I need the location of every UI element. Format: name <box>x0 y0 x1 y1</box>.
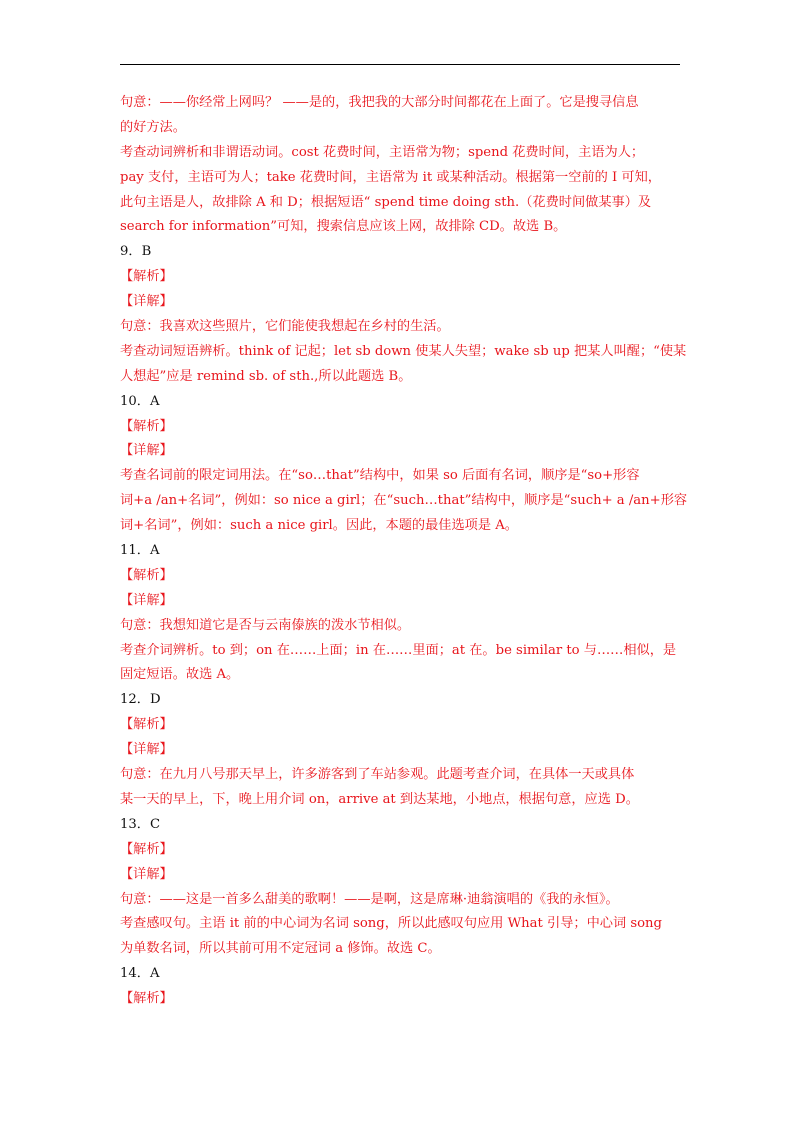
question-number: 12．D <box>120 692 161 708</box>
section-tag-analysis: 【解析】 <box>120 991 173 1007</box>
text-line: 考查动词短语辨析。think of 记起；let sb down 使某人失望；wake sb up 把某人叫醒；“使某 <box>120 343 687 359</box>
section-tag-detail: 【详解】 <box>120 742 173 758</box>
text-line: search for information”可知，搜索信息应该上网，故排除 CD。故选 B。 <box>120 219 567 235</box>
header-rule <box>120 64 680 65</box>
question-number: 14．A <box>120 966 160 982</box>
question-number: 9．B <box>120 244 152 260</box>
text-line: 词+a /an+名词”，例如：so nice a girl；在“such…that”结构中，顺序是“such+ a /an+形容 <box>120 493 688 509</box>
text-line: pay 支付，主语可为人；take 花费时间，主语常为 it 或某种活动。根据第一空前的 I 可知， <box>120 169 661 185</box>
question-number: 13．C <box>120 816 161 832</box>
text-line: 词+名词”，例如：such a nice girl。因此，本题的最佳选项是 A。 <box>120 518 518 534</box>
question-number: 10．A <box>120 393 160 409</box>
text-line: 考查名词前的限定词用法。在“so…that”结构中，如果 so 后面有名词，顺序是“so+形容 <box>120 468 640 484</box>
text-line: 考查动词辨析和非谓语动词。cost 花费时间，主语常为物；spend 花费时间，主语为人； <box>120 144 645 160</box>
text-line: 句意：——你经常上网吗？ ——是的，我把我的大部分时间都花在上面了。它是搜寻信息 <box>120 95 639 110</box>
section-tag-analysis: 【解析】 <box>120 717 173 733</box>
text-line: 某一天的早上，下，晚上用介词 on，arrive at 到达某地，小地点，根据句意，应选 D。 <box>120 791 639 807</box>
section-tag-analysis: 【解析】 <box>120 567 173 583</box>
text-line: 人想起”应是 remind sb. of sth.,所以此题选 B。 <box>120 368 412 384</box>
question-number: 11．A <box>120 543 160 559</box>
section-tag-detail: 【详解】 <box>120 294 173 310</box>
text-line: 句意：——这是一首多么甜美的歌啊！——是啊，这是席琳·迪翁演唱的《我的永恒》。 <box>120 891 619 907</box>
text-line: 考查介词辨析。to 到；on 在……上面；in 在……里面；at 在。be similar to 与……相似，是 <box>120 642 677 658</box>
section-tag-detail: 【详解】 <box>120 443 173 459</box>
text-line: 句意：我想知道它是否与云南傣族的泼水节相似。 <box>120 617 411 633</box>
text-line: 固定短语。故选 A。 <box>120 667 240 683</box>
section-tag-analysis: 【解析】 <box>120 841 173 857</box>
section-tag-analysis: 【解析】 <box>120 269 173 285</box>
text-line: 句意：我喜欢这些照片，它们能使我想起在乡村的生活。 <box>120 319 450 335</box>
section-tag-detail: 【详解】 <box>120 592 173 608</box>
answer-explanations <box>120 91 690 1012</box>
text-line: 的好方法。 <box>120 119 186 135</box>
text-line: 为单数名词，所以其前可用不定冠词 a 修饰。故选 C。 <box>120 941 441 957</box>
text-line: 句意：在九月八号那天早上，许多游客到了车站参观。此题考查介词，在具体一天或具体 <box>120 767 635 783</box>
section-tag-detail: 【详解】 <box>120 866 173 882</box>
text-line: 此句主语是人，故排除 A 和 D；根据短语“ spend time doing sth.（花费时间做某事）及 <box>120 194 652 210</box>
section-tag-analysis: 【解析】 <box>120 418 173 434</box>
text-line: 考查感叹句。主语 it 前的中心词为名词 song，所以此感叹句应用 What 引导；中心词 song <box>120 916 662 932</box>
